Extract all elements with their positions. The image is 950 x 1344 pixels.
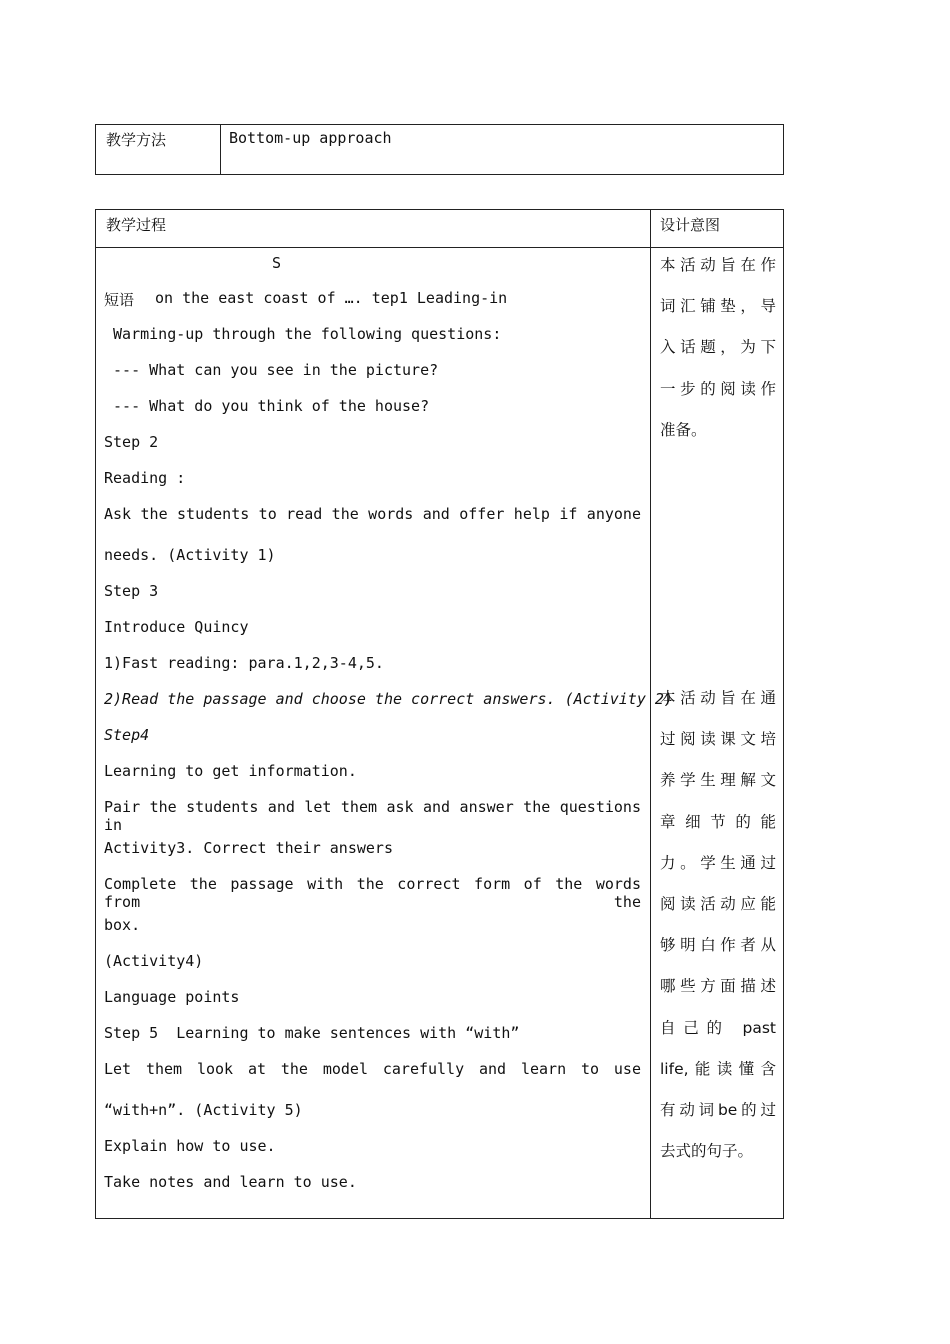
process-line: Step4: [104, 726, 150, 744]
process-line: 1)Fast reading: para.1,2,3-4,5.: [104, 654, 384, 672]
intent-line: 自己的 past: [660, 1018, 776, 1037]
process-line: Language points: [104, 988, 240, 1006]
intent-line: life,能读懂含: [660, 1059, 776, 1078]
intent-line: 够明白作者从: [660, 936, 776, 955]
process-line: Step 3: [104, 582, 159, 600]
process-line: Step 2: [104, 433, 159, 451]
method-label: 教学方法: [96, 125, 221, 174]
process-line: (Activity4): [104, 952, 204, 970]
intent-line: 过阅读课文培: [660, 730, 776, 749]
intent-line: 阅读活动应能: [660, 894, 776, 913]
intent-line: 入话题，为下: [660, 338, 776, 357]
process-line: Let them look at the model carefully and learn to use: [104, 1060, 641, 1078]
process-line: on the east coast of …. tep1 Leading-in: [155, 289, 508, 307]
intent-line: 哪些方面描述: [660, 977, 776, 996]
process-line: Activity3. Correct their answers: [104, 839, 393, 857]
intent-line: 准备。: [660, 420, 707, 439]
process-line: Pair the students and let them ask and answer the questions in: [104, 798, 641, 834]
process-line: Ask the students to read the words and offer help if anyone: [104, 505, 641, 523]
intent-block-2: [660, 686, 776, 1180]
process-header: 教学过程: [106, 216, 167, 234]
intent-line: 有动词be的过: [660, 1100, 776, 1119]
process-line: 2)Read the passage and choose the correct answers. (Activity 2): [104, 690, 673, 708]
intent-line: 本活动旨在作: [660, 256, 776, 274]
intent-header: 设计意图: [660, 216, 721, 234]
process-line: “with+n”. (Activity 5): [104, 1101, 303, 1119]
method-value: Bottom-up approach: [229, 129, 392, 147]
intent-line: 养学生理解文: [660, 771, 776, 790]
process-line: Take notes and learn to use.: [104, 1173, 357, 1191]
intent-line: 本活动旨在通: [660, 689, 776, 707]
intent-line: 章细节的能: [660, 812, 776, 831]
process-line: Warming-up through the following questions:: [104, 325, 502, 343]
process-line: S: [272, 254, 282, 272]
intent-block-1: [660, 253, 776, 459]
intent-line: 力。学生通过: [660, 853, 776, 872]
process-line: 短语: [104, 291, 135, 309]
process-line: needs. (Activity 1): [104, 546, 276, 564]
process-line: --- What can you see in the picture?: [104, 361, 439, 379]
intent-line: 一步的阅读作: [660, 379, 776, 398]
process-line: Explain how to use.: [104, 1137, 276, 1155]
process-line: box.: [104, 916, 141, 934]
process-line: Introduce Quincy: [104, 618, 249, 636]
intent-line: 词汇铺垫，导: [660, 297, 776, 316]
teaching-method-table: [95, 124, 784, 175]
process-line: Reading :: [104, 469, 186, 487]
teaching-process-table: [95, 209, 784, 1219]
process-line: Step 5 Learning to make sentences with “with”: [104, 1024, 520, 1042]
process-line: Learning to get information.: [104, 762, 357, 780]
intent-line: 去式的句子。: [660, 1142, 754, 1161]
process-line: Complete the passage with the correct form of the words from the: [104, 875, 641, 911]
process-line: --- What do you think of the house?: [104, 397, 430, 415]
column-divider: [650, 210, 651, 1218]
